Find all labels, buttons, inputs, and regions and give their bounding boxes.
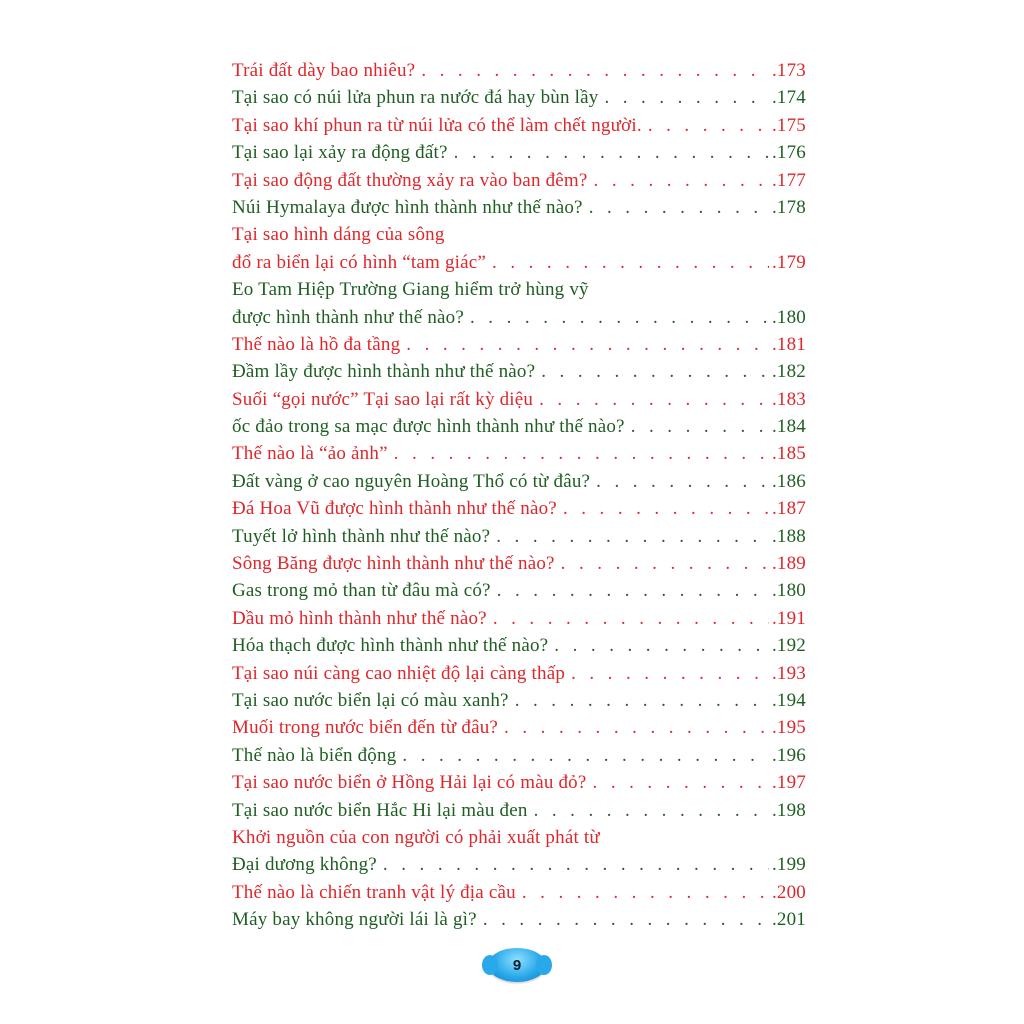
toc-dot-leader bbox=[522, 879, 769, 906]
toc-entry bbox=[232, 769, 806, 796]
toc-entry-title: Tại sao hình dáng của sông bbox=[232, 224, 445, 246]
toc-entry-title: được hình thành như thế nào? bbox=[232, 306, 464, 328]
toc-entry-title: Tại sao nước biển lại có màu xanh? bbox=[232, 689, 509, 711]
toc-entry-page: .173 bbox=[771, 60, 806, 81]
toc-dot-leader bbox=[539, 386, 769, 413]
toc-entry-page: .199 bbox=[771, 854, 806, 876]
toc-entry-title: Hóa thạch được hình thành như thế nào? bbox=[232, 635, 549, 657]
toc-entry-page: .182 bbox=[771, 361, 806, 383]
toc-dot-leader bbox=[563, 495, 769, 522]
toc-entry bbox=[232, 57, 806, 84]
toc-entry-title: Núi Hymalaya được hình thành như thế nào? bbox=[232, 196, 583, 218]
toc-entry-title: Tại sao núi càng cao nhiệt độ lại càng thấp bbox=[232, 662, 566, 684]
toc-entry bbox=[232, 249, 806, 276]
toc-dot-leader bbox=[470, 304, 769, 331]
toc-entry bbox=[232, 358, 806, 385]
toc-entry-page: .189 bbox=[771, 553, 806, 575]
toc-dot-leader bbox=[492, 249, 769, 276]
toc-entry-title: Tại sao có núi lửa phun ra nước đá hay bùn lầy bbox=[232, 87, 599, 109]
toc-entry-page: .191 bbox=[771, 607, 806, 629]
toc-entry-title: Sông Băng được hình thành như thế nào? bbox=[232, 553, 555, 575]
page-number-badge bbox=[488, 948, 546, 982]
toc-dot-leader bbox=[483, 906, 769, 933]
toc-entry bbox=[232, 112, 806, 139]
toc-dot-leader bbox=[504, 714, 769, 741]
toc-entry-page: .201 bbox=[771, 909, 806, 931]
toc-entry-page: .185 bbox=[771, 443, 806, 465]
toc-dot-leader bbox=[561, 550, 769, 577]
toc-entry-title: Khởi nguồn của con người có phải xuất phát từ bbox=[232, 826, 600, 848]
toc-entry bbox=[232, 523, 806, 550]
toc-entry bbox=[232, 906, 806, 933]
toc-entry-title: Đất vàng ở cao nguyên Hoàng Thổ có từ đâu? bbox=[232, 470, 591, 492]
toc-entry-title: Tại sao động đất thường xảy ra vào ban đêm? bbox=[232, 169, 588, 191]
toc-entry-page: .179 bbox=[771, 251, 806, 273]
toc-entry-page: .176 bbox=[771, 142, 806, 164]
toc-entry bbox=[232, 851, 806, 878]
toc-entry-title: Tại sao nước biển Hắc Hi lại màu đen bbox=[232, 799, 528, 821]
toc-entry-page: .200 bbox=[771, 881, 806, 903]
toc-entry bbox=[232, 797, 806, 824]
toc-entry-page: .181 bbox=[771, 333, 806, 355]
toc-entry-title: Thế nào là “ảo ảnh” bbox=[232, 443, 388, 465]
toc-entry bbox=[232, 687, 806, 714]
toc-entry bbox=[232, 879, 806, 906]
toc-entry bbox=[232, 495, 806, 522]
toc-entry bbox=[232, 304, 806, 331]
toc-entry-title: Gas trong mỏ than từ đâu mà có? bbox=[232, 580, 491, 602]
toc-entry bbox=[232, 605, 806, 632]
toc-entry-page: .195 bbox=[771, 717, 806, 739]
toc-entry bbox=[232, 386, 806, 413]
toc-entry-page: .197 bbox=[771, 772, 806, 794]
toc-entry bbox=[232, 742, 806, 769]
toc-dot-leader bbox=[571, 660, 769, 687]
toc-entry bbox=[232, 468, 806, 495]
toc-dot-leader bbox=[604, 84, 769, 111]
toc-entry-title: Máy bay không người lái là gì? bbox=[232, 909, 477, 931]
table-of-contents bbox=[232, 57, 806, 934]
toc-entry-title: Thế nào là hồ đa tầng bbox=[232, 333, 401, 355]
toc-entry bbox=[232, 714, 806, 741]
toc-entry-title: Thế nào là chiến tranh vật lý địa cầu bbox=[232, 881, 516, 903]
toc-entry bbox=[232, 660, 806, 687]
toc-dot-leader bbox=[493, 605, 769, 632]
toc-entry-title: Tại sao nước biển ở Hồng Hải lại có màu đỏ? bbox=[232, 772, 587, 794]
toc-entry-page: .180 bbox=[771, 580, 806, 602]
toc-entry bbox=[232, 824, 806, 851]
toc-entry bbox=[232, 577, 806, 604]
toc-dot-leader bbox=[554, 632, 769, 659]
toc-dot-leader bbox=[406, 331, 769, 358]
toc-dot-leader bbox=[454, 139, 769, 166]
toc-entry bbox=[232, 550, 806, 577]
toc-dot-leader bbox=[631, 413, 769, 440]
toc-dot-leader bbox=[593, 769, 769, 796]
toc-entry-title: Tại sao khí phun ra từ núi lửa có thể làm chết người. bbox=[232, 114, 642, 136]
toc-entry bbox=[232, 84, 806, 111]
toc-entry-title: Muối trong nước biển đến từ đâu? bbox=[232, 717, 499, 739]
toc-entry-page: .196 bbox=[771, 744, 806, 766]
toc-entry-title: Thế nào là biển động bbox=[232, 744, 397, 766]
toc-entry-title: Trái đất dày bao nhiêu? bbox=[232, 60, 416, 81]
toc-entry-page: .183 bbox=[771, 388, 806, 410]
toc-dot-leader bbox=[534, 797, 769, 824]
toc-entry-page: .186 bbox=[771, 470, 806, 492]
toc-dot-leader bbox=[496, 523, 769, 550]
toc-dot-leader bbox=[383, 851, 769, 878]
toc-entry bbox=[232, 331, 806, 358]
toc-dot-leader bbox=[394, 440, 769, 467]
toc-dot-leader bbox=[402, 742, 769, 769]
toc-entry-title: Suối “gọi nước” Tại sao lại rất kỳ diệu bbox=[232, 388, 534, 410]
toc-dot-leader bbox=[541, 358, 769, 385]
toc-entry bbox=[232, 221, 806, 248]
toc-entry-page: .194 bbox=[771, 689, 806, 711]
toc-entry-title: Eo Tam Hiệp Trường Giang hiểm trở hùng vỹ bbox=[232, 279, 589, 301]
toc-entry bbox=[232, 276, 806, 303]
toc-entry bbox=[232, 194, 806, 221]
toc-entry-title: Tuyết lở hình thành như thế nào? bbox=[232, 525, 491, 547]
toc-entry-page: .192 bbox=[771, 635, 806, 657]
toc-entry-page: .187 bbox=[771, 498, 806, 520]
toc-entry bbox=[232, 632, 806, 659]
toc-entry bbox=[232, 167, 806, 194]
toc-dot-leader bbox=[515, 687, 769, 714]
toc-entry-page: .184 bbox=[771, 416, 806, 438]
toc-dot-leader bbox=[589, 194, 769, 221]
toc-entry-title: Đại dương không? bbox=[232, 854, 377, 876]
toc-dot-leader bbox=[497, 577, 769, 604]
toc-entry-page: .193 bbox=[771, 662, 806, 684]
toc-entry bbox=[232, 413, 806, 440]
toc-entry-page: .198 bbox=[771, 799, 806, 821]
toc-entry-title: Đá Hoa Vũ được hình thành như thế nào? bbox=[232, 498, 557, 520]
toc-entry-page: .174 bbox=[771, 87, 806, 109]
toc-dot-leader bbox=[596, 468, 769, 495]
toc-entry-title: Đầm lầy được hình thành như thế nào? bbox=[232, 361, 536, 383]
toc-entry bbox=[232, 139, 806, 166]
toc-dot-leader bbox=[421, 57, 769, 84]
toc-entry bbox=[232, 440, 806, 467]
toc-entry-page: .177 bbox=[771, 169, 806, 191]
toc-entry-title: Tại sao lại xảy ra động đất? bbox=[232, 142, 448, 164]
toc-entry-page: .175 bbox=[771, 114, 806, 136]
toc-entry-title: Dầu mỏ hình thành như thế nào? bbox=[232, 607, 487, 629]
toc-entry-page: .188 bbox=[771, 525, 806, 547]
toc-dot-leader bbox=[648, 112, 769, 139]
toc-entry-title: đổ ra biển lại có hình “tam giác” bbox=[232, 251, 487, 273]
toc-entry-page: .180 bbox=[771, 306, 806, 328]
toc-dot-leader bbox=[594, 167, 769, 194]
toc-entry-title: ốc đảo trong sa mạc được hình thành như thế nào? bbox=[232, 416, 625, 438]
toc-entry-page: .178 bbox=[771, 196, 806, 218]
page-number: 9 bbox=[512, 956, 522, 974]
